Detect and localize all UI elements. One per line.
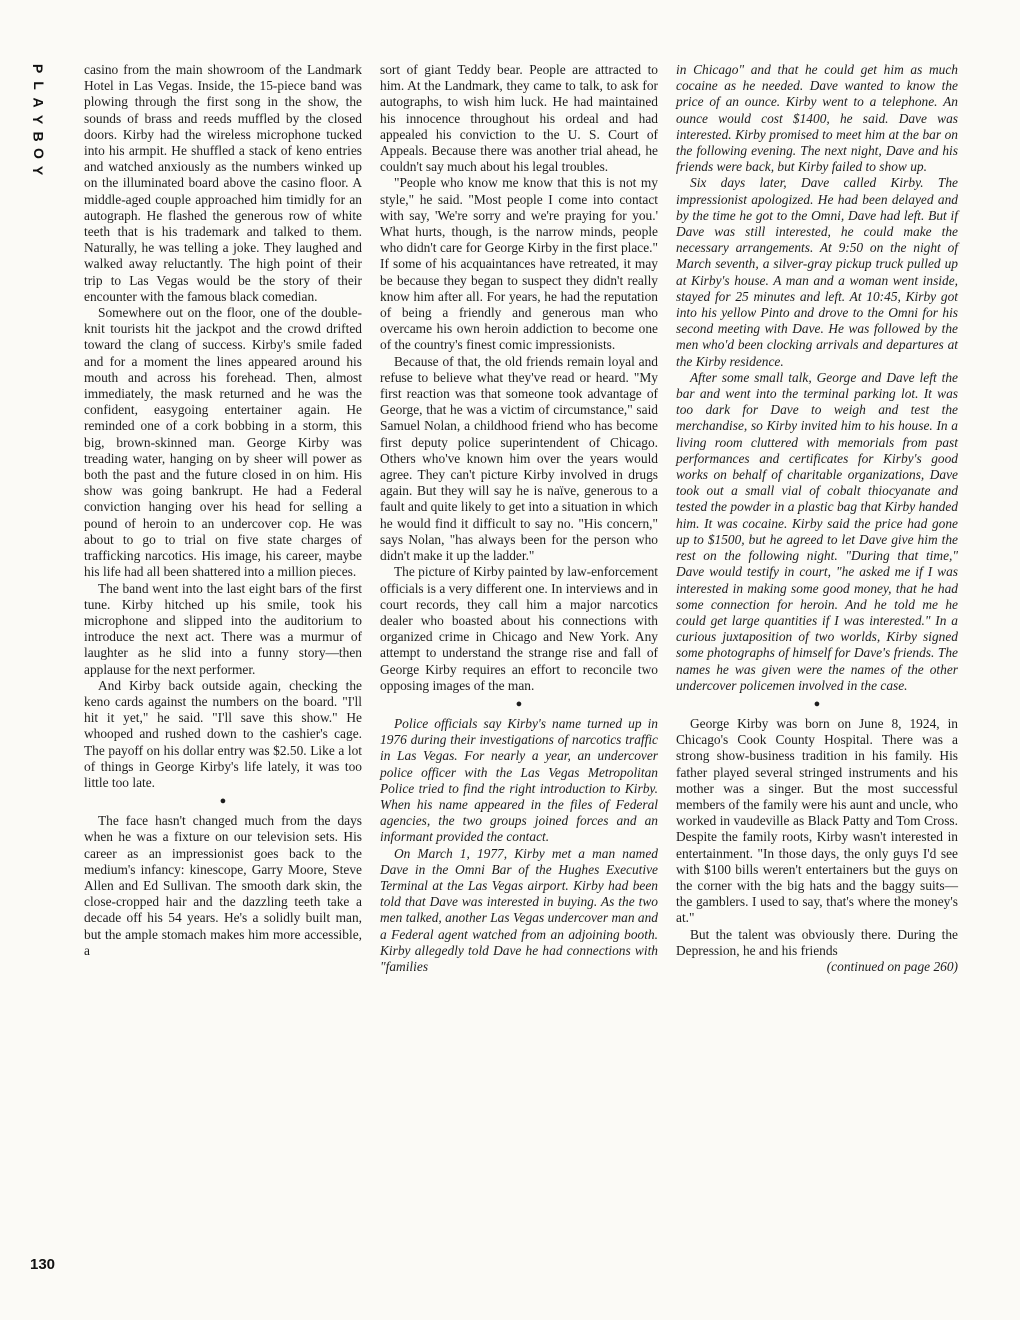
article-paragraph: And Kirby back outside again, checking the keno cards against the numbers on the board. "I'll hit it yet," he said. "I'll save this show." He whooped and rushed down to the cashier's cage. The payoff on his dollar entry was $2.50. Like a lot of things in George Kirby's life lately, it was too little too late. <box>84 677 362 790</box>
article-column-2 <box>380 62 658 975</box>
masthead-letter: O <box>30 148 47 159</box>
masthead-letter: Y <box>30 114 47 125</box>
continued-note: (continued on page 260) <box>826 958 958 974</box>
article-paragraph: Police officials say Kirby's name turned up in 1976 during their investigations of narcotics traffic in Las Vegas. For nearly a year, an undercover police officer with the Las Vegas Metropolitan Police tried to find the right introduction to Kirby. When his name appeared in the files of Federal agencies, the two groups joined forces and an informant provided the contact. <box>380 715 658 845</box>
article-paragraph: casino from the main showroom of the Landmark Hotel in Las Vegas. Inside, the 15-piece band was plowing through the first song in the show, the sounds of brass and reeds muffled by the closed doors. Kirby had the wireless microphone tucked into his armpit. He shuffled a stack of keno entries and watched anxiously as the numbers winked up on the illuminated board above the casino floor. A middle-aged couple approached him timidly for an autograph. He flashed the generous row of white teeth that is his trademark and talked to them. Naturally, he was telling a joke. They laughed and walked away reluctantly. The high point of their trip to Las Vegas would be the story of their encounter with the famous black comedian. <box>84 62 362 304</box>
masthead-letter: Y <box>30 165 47 176</box>
article-paragraph: On March 1, 1977, Kirby met a man named Dave in the Omni Bar of the Hughes Executive Terminal at the Las Vegas airport. Kirby had been told that Dave was interested in buying. As the two men talked, another Las Vegas undercover man and a Federal agent watched from an adjoining booth. Kirby allegedly told Dave he had connections with "families <box>380 845 658 974</box>
article-paragraph: in Chicago" and that he could get him as much cocaine as he needed. Dave wanted to know the price of an ounce. Kirby went to a telephone. An ounce would cost $1400, he said. Dave was interested. Kirby promised to meet him at the bar on the following evening. The next night, Dave and his friends were back, but Kirby failed to show up. <box>676 62 958 175</box>
article-paragraph: Somewhere out on the floor, one of the double-knit tourists hit the jackpot and the crowd drifted toward the clang of success. Kirby's smile faded and for a moment the lines appeared around his mouth and across his forehead. Then, almost immediately, the mask returned and he was the confident, easygoing entertainer again. He reminded one of a cork bobbing in a storm, this big, brown-skinned man. George Kirby was treading water, hanging on by sheer will power as both the past and the future closed in on him. His show was going bankrupt. He had a Federal conviction hanging over his head for selling a pound of heroin to an undercover cop. He was about to go to trial on five state charges of trafficking narcotics. His image, his career, maybe his life had all been shattered into a million pieces. <box>84 305 362 580</box>
masthead-letter: A <box>30 97 47 108</box>
article-paragraph: Six days later, Dave called Kirby. The impressionist apologized. He had been delayed and by the time he got to the Omni, Dave had left. But if Dave was still interested, he could make the necessary arrangements. At 9:50 on the night of March seventh, a silver-gray pickup truck pulled up at Kirby's house. A man and a woman went inside, stayed for 25 minutes and left. At 10:45, Kirby got into his yellow Pinto and drove to the Omni for his second meeting with Dave. He was followed by the men who'd been clocking arrivals and departures at the Kirby residence. <box>676 175 958 369</box>
article-paragraph: "People who know me know that this is not my style," he said. "Most people I come into contact with say, 'We're sorry and we're praying for you.' What hurts, though, is the narrow minds, people who didn't care for George Kirby in the first place." If some of his acquaintances have retreated, it may be because they began to suspect they didn't really know him after all. For years, he had the reputation of being a friendly and generous man who overcame his own heroin addiction to become one of the country's finest comic impressionists. <box>380 175 658 353</box>
article-paragraph: After some small talk, George and Dave left the bar and went into the terminal parking lot. It was too dark for Dave to weigh and test the merchandise, so Kirby invited him to his house. In a living room cluttered with memorials from past performances and certificates for Kirby's good works on behalf of charitable organizations, Dave took out a small vial of cobalt thiocyanate and tested the powder in a plastic bag that Kirby handed him. It was cocaine. Kirby said the price had gone up to $1500, but he agreed to let Dave give him the rest on the following night. "During that time," Dave would testify in court, "he asked me if I was interested in making some good money, that he had some connection for heroin. And he told me he could get large quantities if I was interested." In a curious juxtaposition of two worlds, Kirby signed some photographs of himself for Dave's friends. The names he was given were the names of the other undercover policemen involved in the case. <box>676 369 958 693</box>
article-paragraph: The band went into the last eight bars of the first tune. Kirby hitched up his smile, took his microphone and slipped into the auditorium to introduce the next act. There was a murmur of laughter as he slid into a funny story—then applause for the next performer. <box>84 580 362 677</box>
article-paragraph: Because of that, the old friends remain loyal and refuse to believe what they've read or heard. "My first reaction was that someone took advantage of George, that he was a victim of circumstance," said Samuel Nolan, a childhood friend who has become first deputy police superintendent of Chicago. Others who've known him over the years would agree. They can't picture Kirby involved in drugs again. But they will say he is naïve, generous to a fault and quite likely to get into a situation in which he would find it difficult to say no. "His concern," says Nolan, "has always been for the person who didn't make it up the ladder." <box>380 353 658 564</box>
article-paragraph: George Kirby was born on June 8, 1924, in Chicago's Cook County Hospital. There was a strong show-business tradition in his family. His father played several stringed instruments and his mother was a singer. But the most successful members of the family were his aunt and uncle, who worked in vaudeville as Black Patty and Tom Cross. Despite the family roots, Kirby wasn't interested in entertainment. "In those days, the only guys I'd see with $100 bills weren't entertainers but the guys on the corner with the big hats and the baggy suits—the gamblers. I used to say, that's where the money's at." <box>676 715 958 926</box>
article-paragraph: The face hasn't changed much from the days when he was a fixture on our television sets. His career as an impressionist goes back to the medium's infancy: kinescope, Garry Moore, Steve Allen and Ed Sullivan. The smooth dark skin, the close-cropped hair and the dazzling teeth take a decade off his 54 years. He's a solidly built man, but the ample stomach makes him more accessible, a <box>84 813 362 958</box>
article-paragraph: But the talent was obviously there. During the Depression, he and his friends <box>676 926 958 958</box>
article-paragraph: sort of giant Teddy bear. People are attracted to him. At the Landmark, they came to talk, to ask for autographs, to wish him luck. He had maintained his innocence throughout his ordeal and had appealed his conviction to the U. S. Court of Appeals. Because there was another trial ahead, he couldn't say much about his legal troubles. <box>380 62 658 175</box>
article-column-3 <box>676 62 958 975</box>
masthead-letter: P <box>30 63 47 74</box>
masthead-letter: L <box>30 81 47 90</box>
magazine-masthead <box>26 60 50 179</box>
masthead-letter: B <box>30 131 47 142</box>
article-paragraph: The picture of Kirby painted by law-enforcement officials is a very different one. In interviews and in court records, they call him a major narcotics dealer who boasted about his connections with organized crime in Chicago and New York. Any attempt to understand the strange rise and fall of George Kirby requires an effort to reconcile two opposing images of the man. <box>380 564 658 693</box>
section-break-bullet: ● <box>219 795 227 808</box>
section-break-bullet: ● <box>515 697 523 710</box>
page-number: 130 <box>30 1256 56 1273</box>
section-break-bullet: ● <box>813 697 821 710</box>
article-column-1 <box>84 62 362 959</box>
